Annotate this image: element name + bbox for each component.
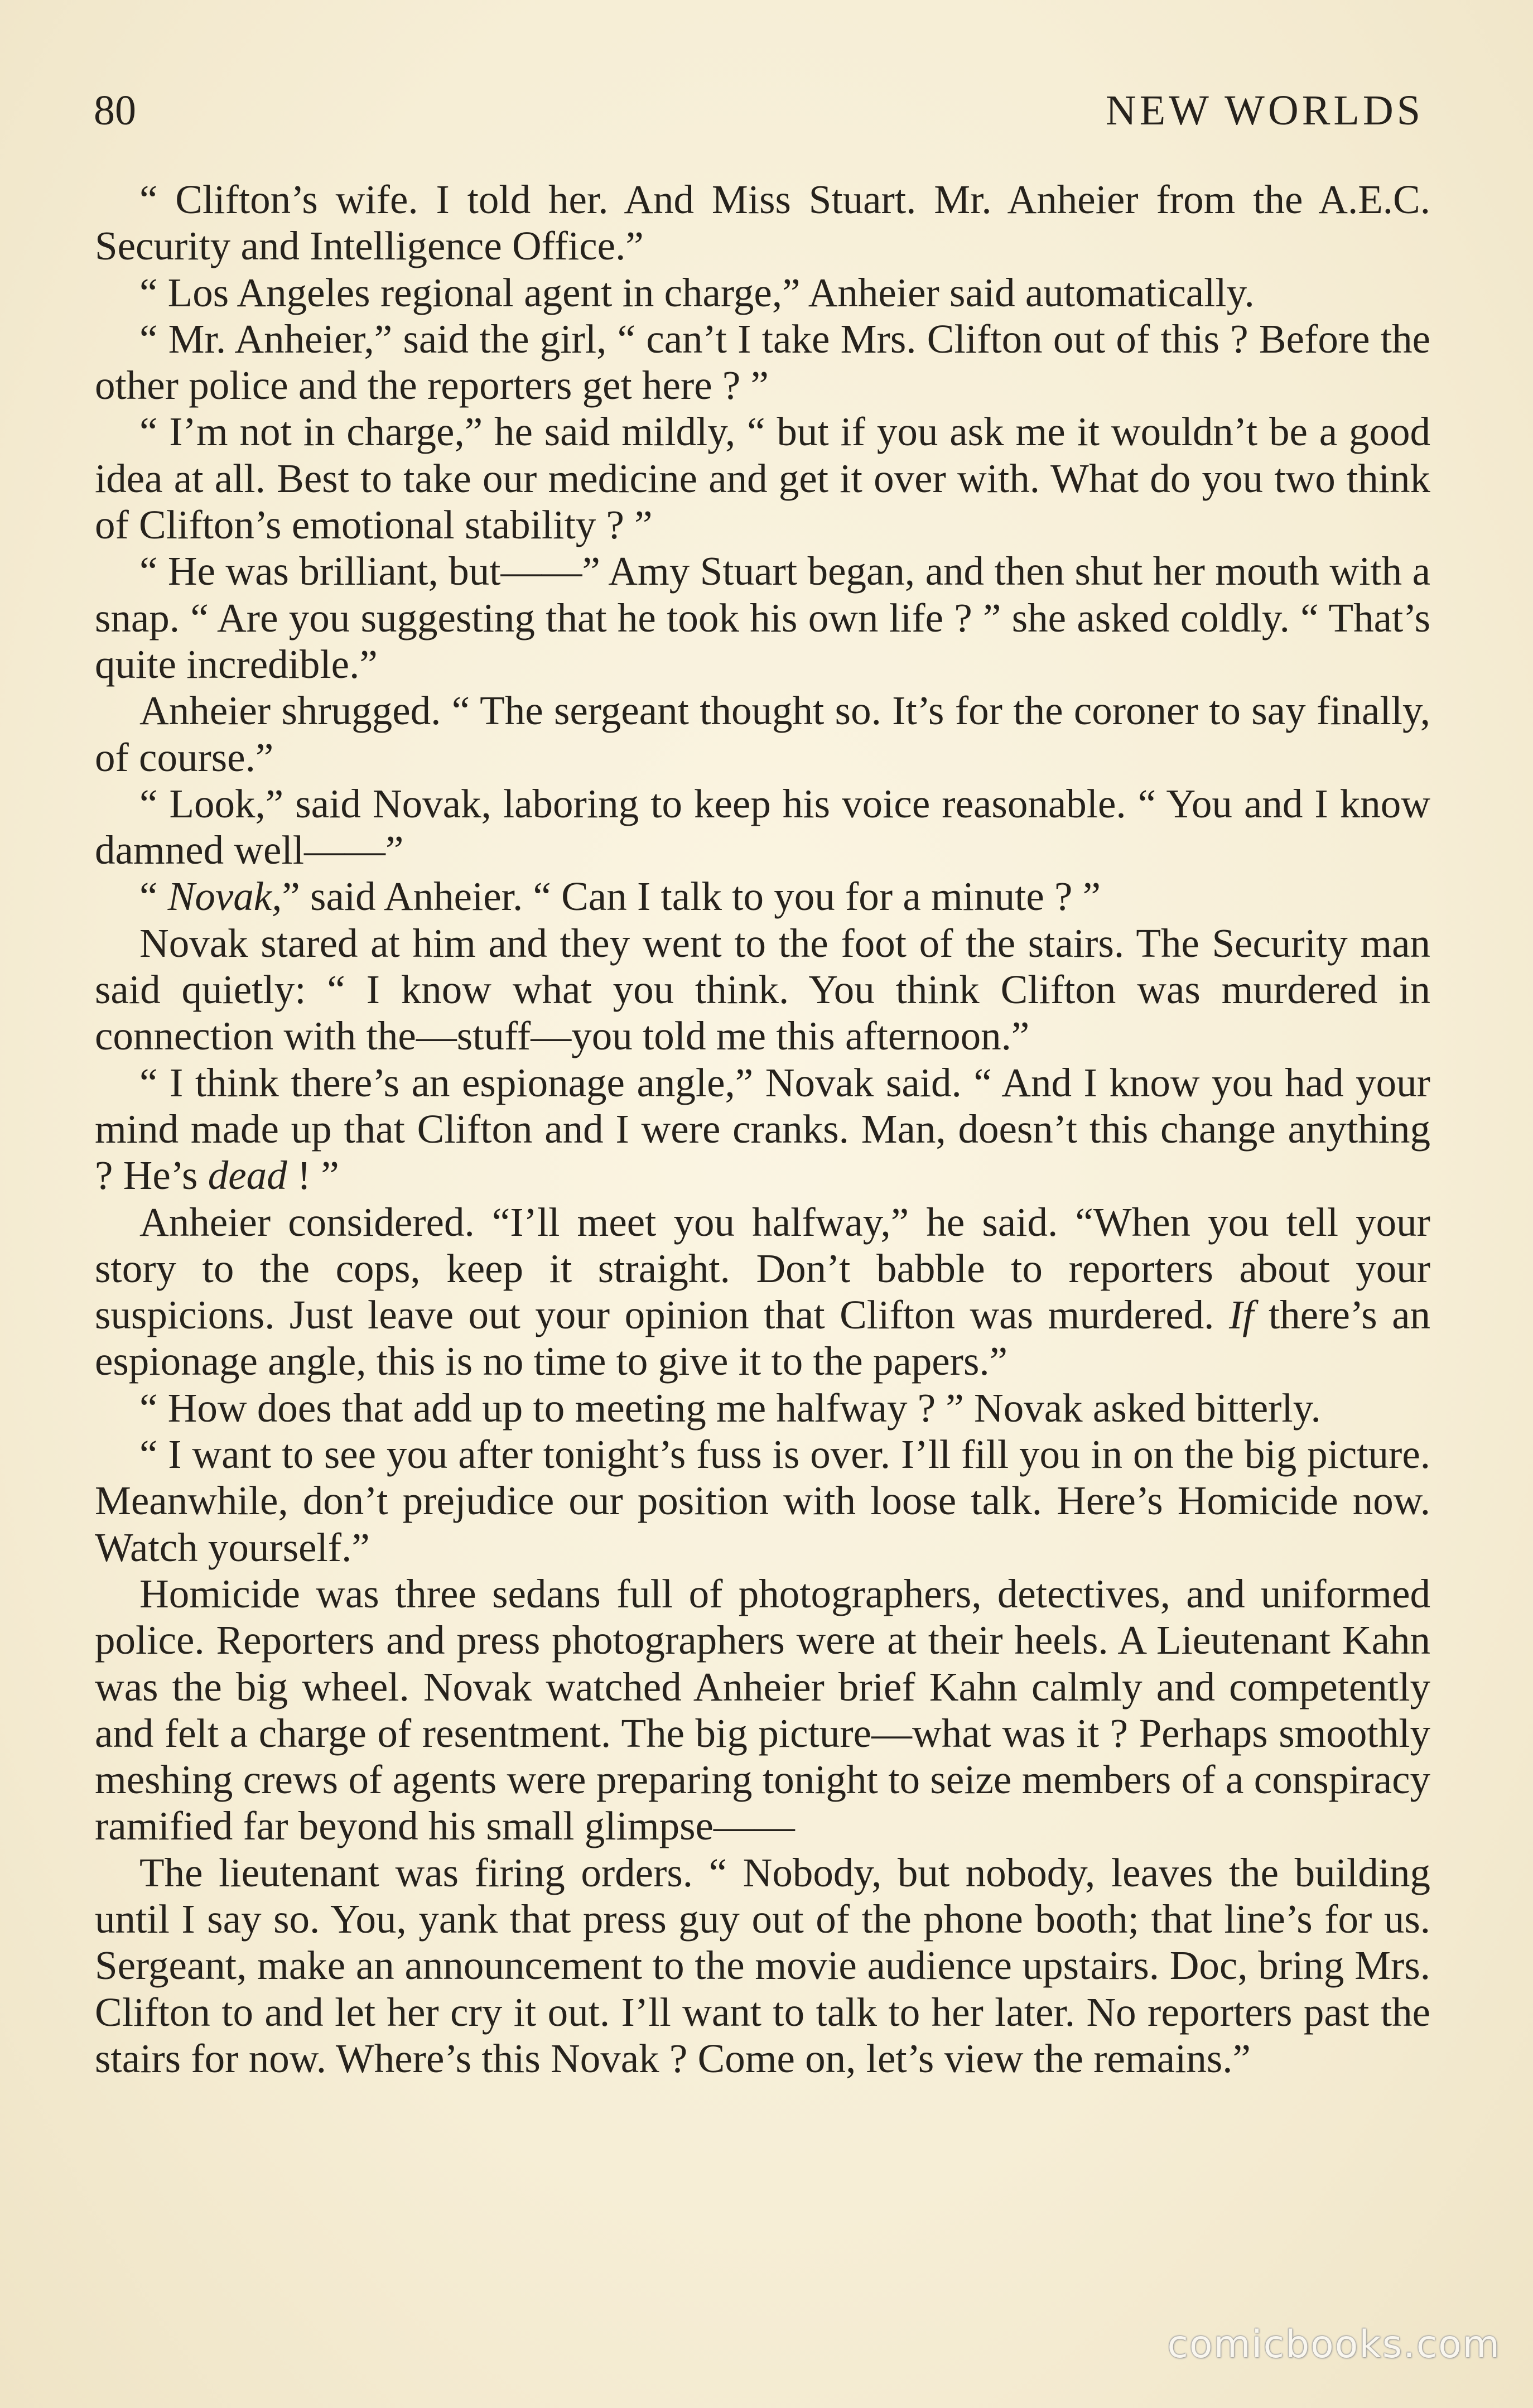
text-segment: “ (139, 874, 168, 919)
paragraph (95, 1059, 1430, 1199)
paragraph (95, 548, 1430, 687)
body-text (95, 176, 1430, 2082)
paragraph (95, 1199, 1430, 1385)
paragraph (95, 1431, 1430, 1571)
text-segment: ” said Anheier. “ Can I talk to you for a minute ? ” (282, 874, 1101, 919)
text-segment: Homicide was three sedans full of photographers, detectives, and uniformed police. Reporters and press photographers were at their heels. A Lieutenant Kahn was the big wheel. Novak watched Anheier brief Kahn calmly and competently and felt a charge of resentment. The big picture—what was it ? Perhaps smoothly meshing crews of agents were preparing tonight to seize members of a conspiracy ramified far beyond his small glimpse—— (95, 1571, 1430, 1849)
text-segment: ! ” (287, 1153, 339, 1198)
text-segment: “ He was brilliant, but——” Amy Stuart began, and then shut her mouth with a snap. “ Are you suggesting that he took his own life ? ” she asked coldly. “ That’s quite incredible.” (95, 548, 1430, 687)
paragraph (95, 269, 1430, 316)
paragraph (95, 920, 1430, 1059)
paragraph (95, 1850, 1430, 2082)
page-number: 80 (94, 87, 136, 134)
paragraph (95, 316, 1430, 409)
text-segment: “ Look,” said Novak, laboring to keep his voice reasonable. “ You and I know damned well——” (95, 781, 1430, 873)
text-segment: Anheier shrugged. “ The sergeant thought so. It’s for the coroner to say finally, of course.” (95, 688, 1430, 780)
text-segment: “ Mr. Anheier,” said the girl, “ can’t I take Mrs. Clifton out of this ? Before the other police and the reporters get here ? ” (95, 316, 1430, 408)
text-segment: “ How does that add up to meeting me halfway ? ” Novak asked bitterly. (139, 1385, 1321, 1431)
text-segment: “ I want to see you after tonight’s fuss is over. I’ll fill you in on the big picture. Meanwhile, don’t prejudice our position with loose talk. Here’s Homicide now. Watch yourself.” (95, 1432, 1430, 1570)
text-segment: The lieutenant was firing orders. “ Nobody, but nobody, leaves the building until I say so. You, yank that press guy out of the phone booth; that line’s for us. Sergeant, make an announcement to the movie audience upstairs. Doc, bring Mrs. Clifton to and let her cry it out. I’ll want to talk to her later. No reporters past the stairs for now. Where’s this Novak ? Come on, let’s view the remains.” (95, 1850, 1430, 2081)
text-segment: “ I’m not in charge,” he said mildly, “ but if you ask me it wouldn’t be a good idea at all. Best to take our medicine and get it over with. What do you two think of Clifton’s emotional stability ? ” (95, 409, 1430, 548)
running-head: NEW WORLDS (1105, 87, 1424, 134)
paragraph (95, 1571, 1430, 1850)
paragraph (95, 687, 1430, 781)
text-segment: “ Los Angeles regional agent in charge,” Anheier said automatically. (139, 269, 1255, 315)
text-segment: “ I think there’s an espionage angle,” Novak said. “ And I know you had your mind made up that Clifton and I were cranks. Man, doesn’t this change anything ? He’s (95, 1059, 1430, 1198)
text-segment: Novak stared at him and they went to the foot of the stairs. The Security man said quietly: “ I know what you think. You think Clifton was murdered in connection with the—stuff—you told me this afternoon.” (95, 920, 1430, 1059)
text-segment: “ Clifton’s wife. I told her. And Miss Stuart. Mr. Anheier from the A.E.C. Security and Intelligence Office.” (95, 177, 1430, 269)
paragraph (95, 781, 1430, 874)
paragraph (95, 176, 1430, 269)
italic-text: Novak, (167, 874, 282, 919)
paragraph (95, 1385, 1430, 1431)
paragraph (95, 873, 1430, 919)
page-header (94, 83, 1424, 138)
text-segment: Anheier considered. “I’ll meet you halfway,” he said. “When you tell your story to the cops, keep it straight. Don’t babble to reporters about your suspicions. Just leave out your opinion that Clifton was murdered. (95, 1199, 1430, 1338)
watermark: comicbooks.com (1167, 2323, 1501, 2367)
italic-text: If (1228, 1292, 1254, 1338)
italic-text: dead (208, 1153, 287, 1198)
paragraph (95, 408, 1430, 548)
text-segment: there’s an espionage angle, this is no time to give it to the papers.” (95, 1292, 1431, 1384)
